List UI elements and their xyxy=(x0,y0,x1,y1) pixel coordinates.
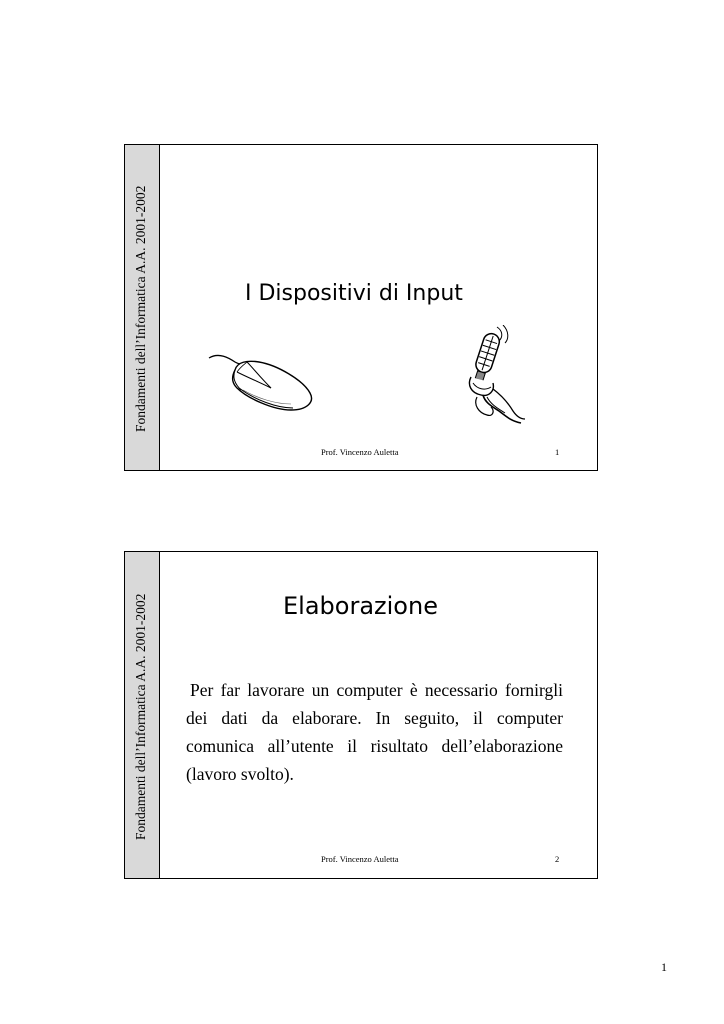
document-page-number: 1 xyxy=(661,960,667,974)
slide-title: Elaborazione xyxy=(283,592,438,620)
slide-sidebar xyxy=(125,552,160,878)
slide-footer-author: Prof. Vincenzo Auletta xyxy=(321,447,399,457)
slide-footer-page-number: 1 xyxy=(555,447,560,457)
slide-2 xyxy=(124,551,598,879)
microphone-icon xyxy=(463,325,529,425)
sidebar-course-label: Fondamenti dell’Informatica A.A. 2001-2002 xyxy=(133,593,148,840)
mouse-icon xyxy=(207,348,317,414)
slide-footer-author: Prof. Vincenzo Auletta xyxy=(321,854,399,864)
sidebar-course-label: Fondamenti dell’Informatica A.A. 2001-2002 xyxy=(133,185,148,432)
slide-title: I Dispositivi di Input xyxy=(245,281,463,306)
slide-footer-page-number: 2 xyxy=(555,854,560,864)
slide-sidebar xyxy=(125,145,160,470)
slide-1 xyxy=(124,144,598,471)
slide-body-text: Per far lavorare un computer è necessario fornirgli dei dati da elaborare. In seguito, il computer comunica all’utente il risultato dell’elaborazione (lavoro svolto). xyxy=(186,680,563,784)
